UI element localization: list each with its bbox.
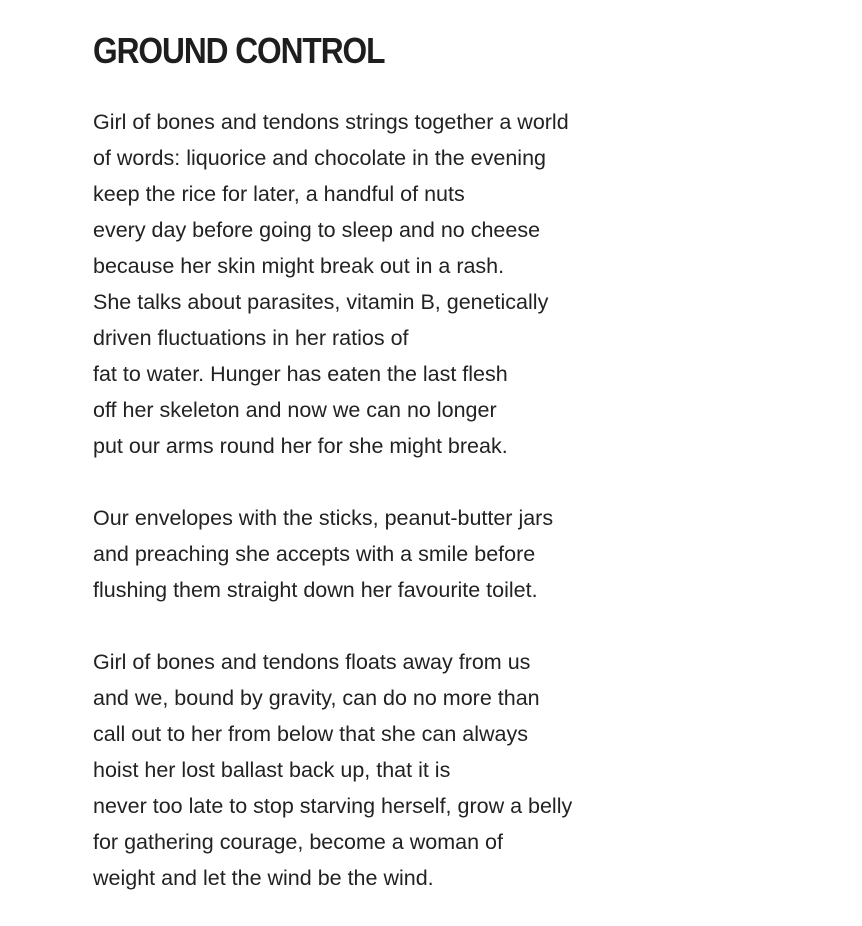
poem-line: off her skeleton and now we can no longer bbox=[93, 398, 497, 422]
poem-line: fat to water. Hunger has eaten the last flesh bbox=[93, 362, 508, 386]
poem-page bbox=[93, 28, 793, 896]
poem-line: for gathering courage, become a woman of bbox=[93, 830, 503, 854]
poem-line: weight and let the wind be the wind. bbox=[93, 866, 434, 890]
poem-body bbox=[93, 104, 793, 896]
stanza-1 bbox=[93, 104, 793, 464]
poem-line: Our envelopes with the sticks, peanut-butter jars bbox=[93, 506, 554, 530]
poem-line: never too late to stop starving herself, grow a belly bbox=[93, 794, 573, 818]
poem-line: and we, bound by gravity, can do no more than bbox=[93, 686, 540, 710]
poem-line: hoist her lost ballast back up, that it is bbox=[93, 758, 451, 782]
poem-line: because her skin might break out in a rash. bbox=[93, 254, 505, 278]
poem-line: every day before going to sleep and no cheese bbox=[93, 218, 541, 242]
stanza-3 bbox=[93, 644, 793, 896]
poem-title: GROUND CONTROL bbox=[93, 30, 385, 71]
poem-line: driven fluctuations in her ratios of bbox=[93, 326, 409, 350]
poem-line: Girl of bones and tendons strings together a world bbox=[93, 110, 569, 134]
poem-line: She talks about parasites, vitamin B, genetically bbox=[93, 290, 549, 314]
poem-line: Girl of bones and tendons floats away from us bbox=[93, 650, 531, 674]
poem-line: flushing them straight down her favourite toilet. bbox=[93, 578, 538, 602]
poem-line: put our arms round her for she might break. bbox=[93, 434, 508, 458]
poem-line: keep the rice for later, a handful of nuts bbox=[93, 182, 465, 206]
poem-line: of words: liquorice and chocolate in the evening bbox=[93, 146, 546, 170]
poem-line: call out to her from below that she can always bbox=[93, 722, 528, 746]
stanza-2 bbox=[93, 500, 793, 608]
poem-line: and preaching she accepts with a smile before bbox=[93, 542, 536, 566]
